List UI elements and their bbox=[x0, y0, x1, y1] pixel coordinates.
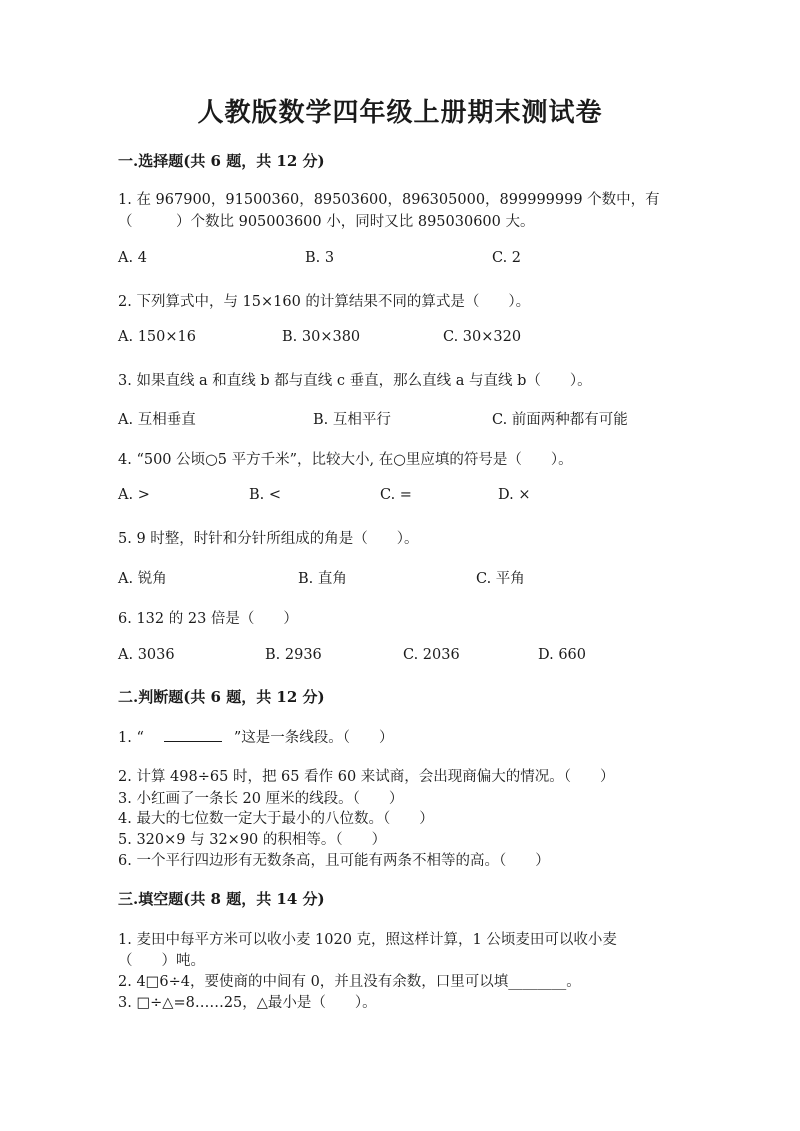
choice-q4-option-b: B. < bbox=[249, 487, 282, 503]
choice-q2-option-a: A. 150×16 bbox=[118, 329, 196, 345]
choice-q5: 5. 9 时整，时针和分针所组成的角是（ ）。 bbox=[118, 531, 419, 547]
choice-q3-option-c: C. 前面两种都有可能 bbox=[492, 412, 628, 428]
judge-q3: 3. 小红画了一条长 20 厘米的线段。（ ） bbox=[118, 791, 404, 807]
choice-q1-option-c: C. 2 bbox=[492, 250, 522, 266]
judge-q1 bbox=[118, 726, 394, 747]
fill-q3: 3. □÷△=8……25，△最小是（ ）。 bbox=[118, 995, 377, 1011]
choice-q3-option-a: A. 互相垂直 bbox=[118, 412, 196, 428]
choice-q6-option-d: D. 660 bbox=[538, 647, 587, 663]
choice-q1-option-a: A. 4 bbox=[118, 250, 147, 266]
fill-q2: 2. 4□6÷4，要使商的中间有 0，并且没有余数，口里可以填________。 bbox=[118, 974, 581, 990]
choice-q6: 6. 132 的 23 倍是（ ） bbox=[118, 611, 298, 627]
choice-q4: 4. “500 公顷○5 平方千米”，比较大小, 在○里应填的符号是（ ）。 bbox=[118, 452, 573, 468]
choice-q1-line2: （ ）个数比 905003600 小，同时又比 895030600 大。 bbox=[118, 214, 535, 230]
judge-q1-prefix: 1. “ bbox=[118, 730, 144, 746]
section-heading-fill: 三.填空题(共 8 题，共 14 分) bbox=[118, 890, 325, 908]
choice-q1-option-b: B. 3 bbox=[305, 250, 335, 266]
choice-q5-option-b: B. 直角 bbox=[298, 571, 347, 587]
judge-q1-suffix: ”这是一条线段。（ ） bbox=[233, 730, 394, 746]
choice-q5-option-a: A. 锐角 bbox=[118, 571, 167, 587]
line-segment-figure bbox=[164, 727, 222, 742]
choice-q4-option-c: C. = bbox=[380, 487, 412, 503]
choice-q6-option-a: A. 3036 bbox=[118, 647, 175, 663]
choice-q6-option-b: B. 2936 bbox=[265, 647, 322, 663]
section-heading-choice: 一.选择题(共 6 题，共 12 分) bbox=[118, 152, 325, 170]
judge-q2: 2. 计算 498÷65 时，把 65 看作 60 来试商，会出现商偏大的情况。（ ） bbox=[118, 769, 615, 785]
fill-q1-line1: 1. 麦田中每平方米可以收小麦 1020 克，照这样计算，1 公顷麦田可以收小麦 bbox=[118, 932, 617, 948]
choice-q4-option-d: D. × bbox=[498, 487, 531, 503]
choice-q5-option-c: C. 平角 bbox=[476, 571, 525, 587]
choice-q1-line1: 1. 在 967900，91500360，89503600，896305000，899999999 个数中，有 bbox=[118, 192, 660, 208]
choice-q3-option-b: B. 互相平行 bbox=[313, 412, 391, 428]
choice-q4-option-a: A. > bbox=[118, 487, 150, 503]
page-title: 人教版数学四年级上册期末测试卷 bbox=[197, 98, 603, 128]
choice-q6-option-c: C. 2036 bbox=[403, 647, 460, 663]
choice-q3: 3. 如果直线 a 和直线 b 都与直线 c 垂直，那么直线 a 与直线 b（ ）。 bbox=[118, 373, 592, 389]
choice-q2-option-b: B. 30×380 bbox=[282, 329, 361, 345]
judge-q5: 5. 320×9 与 32×90 的积相等。（ ） bbox=[118, 832, 387, 848]
fill-q1-line2: （ ）吨。 bbox=[118, 953, 205, 969]
choice-q2: 2. 下列算式中，与 15×160 的计算结果不同的算式是（ ）。 bbox=[118, 294, 531, 310]
choice-q2-option-c: C. 30×320 bbox=[443, 329, 522, 345]
section-heading-judge: 二.判断题(共 6 题，共 12 分) bbox=[118, 688, 325, 706]
judge-q6: 6. 一个平行四边形有无数条高，且可能有两条不相等的高。（ ） bbox=[118, 853, 550, 869]
judge-q4: 4. 最大的七位数一定大于最小的八位数。（ ） bbox=[118, 811, 434, 827]
